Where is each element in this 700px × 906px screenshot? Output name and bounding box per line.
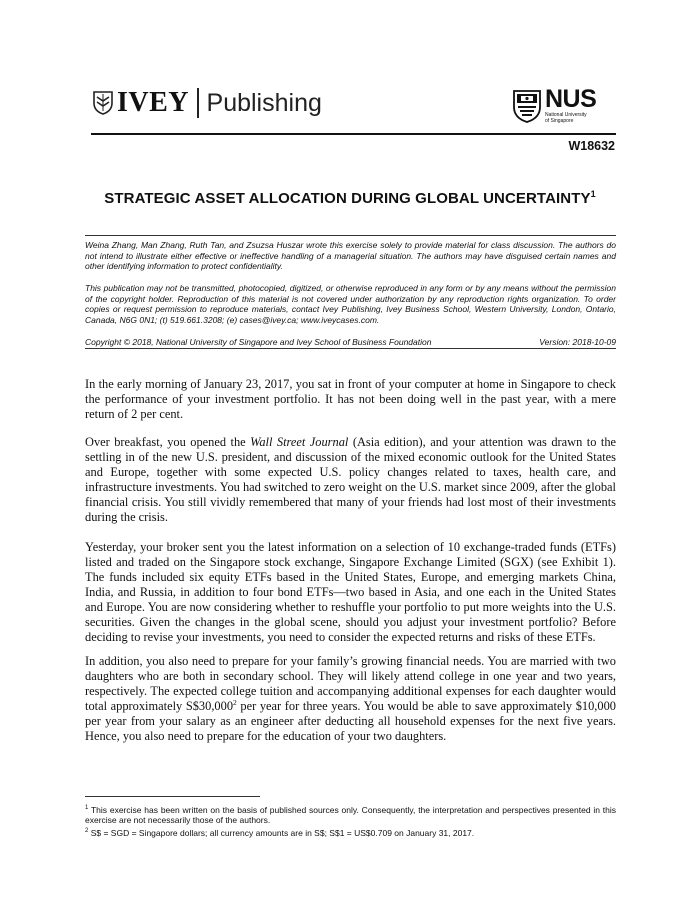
- body-paragraph-2: [85, 435, 616, 525]
- footnote-2: [85, 826, 616, 838]
- ivey-wordmark: IVEY: [117, 87, 190, 118]
- body-paragraph-4: [85, 654, 616, 744]
- nus-subtitle-line1: National University: [545, 111, 587, 118]
- version-text: Version: 2018-10-09: [539, 337, 616, 347]
- publication-name: Wall Street Journal: [250, 435, 349, 449]
- footnote-text: This exercise has been written on the basis of published sources only. Consequently, the interpretation and perspectives presented in this exercise are not necessarily those of the authors.: [85, 804, 616, 826]
- copyright-line: [85, 337, 616, 347]
- paragraph-text: Over breakfast, you opened the: [85, 435, 251, 449]
- logo-divider: [197, 88, 199, 118]
- title-footnote-mark: 1: [590, 189, 596, 199]
- case-number: W18632: [568, 139, 615, 153]
- paragraph-text: In addition, you also need to prepare for your family’s growing financial needs. You are married with two daughters who are both in secondary school. They will likely attend college in one year and two years, respectively. The expected college tuition and accompanying additional expenses for each daughter would total approximately S$30,000: [85, 654, 616, 713]
- authors-disclaimer: Weina Zhang, Man Zhang, Ruth Tan, and Zsuzsa Huszar wrote this exercise solely to provide material for class discussion. The authors do not intend to illustrate either effective or ineffective handling of a managerial situation. The authors may have disguised certain names and other identifying information to protect confidentiality.: [85, 240, 616, 272]
- footnotes: [85, 803, 616, 838]
- body-paragraph-3: [85, 540, 616, 645]
- footnote-text: S$ = SGD = Singapore dollars; all currency amounts are in S$; S$1 = US$0.709 on January 31, 2017.: [88, 827, 475, 838]
- copyright-text: Copyright © 2018, National University of Singapore and Ivey School of Business Foundation: [85, 337, 432, 347]
- paragraph-text: In the early morning of January 23, 2017, you sat in front of your computer at home in Singapore to check the performance of your investment portfolio. It has not been doing well in the past year, with a mere return of 2 per cent.: [85, 377, 616, 421]
- paragraph-text: (Asia edition), and your attention was drawn to the settling in of the new U.S. president, and discussion of the mixed economic outlook for the United States and Europe, together with some expected U.S. policy changes related to taxes, health care, and infrastructure investments. You had switched to zero weight on the U.S. market since 2009, after the global financial crisis. You still vividly remembered that many of your friends had lost most of their investments during the crisis.: [85, 435, 617, 524]
- nus-subtitle-line2: of Singapore: [545, 117, 574, 124]
- publishing-wordmark: Publishing: [206, 88, 322, 117]
- ivey-publishing-logo: [93, 88, 322, 118]
- nus-wordmark: NUS: [545, 85, 597, 113]
- paragraph-text: per year for three years. You would be able to save approximately $10,000 per year from your salary as an engineer after deducting all household expenses for the next five years. Hence, you also need to prepare for the education of your two daughters.: [85, 699, 616, 743]
- header-rule: [91, 133, 616, 135]
- footnote-mark: 1: [85, 805, 89, 811]
- footnote-reference: 2: [233, 697, 237, 707]
- case-title-text: STRATEGIC ASSET ALLOCATION DURING GLOBAL UNCERTAINTY: [104, 190, 591, 207]
- footnote-mark: 2: [85, 827, 89, 834]
- ivey-shield-icon: [93, 91, 113, 115]
- case-title: [0, 189, 700, 207]
- disclaimer-top-rule: [85, 235, 616, 236]
- paragraph-text: Yesterday, your broker sent you the latest information on a selection of 10 exchange-traded funds (ETFs) listed and traded on the Singapore stock exchange, Singapore Exchange Limited (SGX) (see Exhibit 1). The funds included six equity ETFs based in the United States, Europe, and emerging markets China, India, and Russia, in addition to four bond ETFs—two based in Asia, and one each in the United States and Europe. You are now considering whether to reshuffle your portfolio to put more weights into the U.S. securities. Given the changes in the global scene, should you adjust your investment portfolio? Before deciding to revise your investments, you need to consider the expected returns and risks of these ETFs.: [85, 540, 616, 644]
- nus-crest-icon: [512, 89, 542, 123]
- disclaimer-bottom-rule: [85, 348, 616, 349]
- permission-notice: This publication may not be transmitted, photocopied, digitized, or otherwise reproduced in any form or by any means without the permission of the copyright holder. Reproduction of this material is not covered under authorization by any reproduction rights organization. To order copies or request permission to reproduce materials, contact Ivey Publishing, Ivey Business School, Western University, London, Ontario, Canada, N6G 0N1; (t) 519.661.3208; (e) cases@ivey.ca; www.iveycases.com.: [85, 283, 616, 325]
- body-paragraph-1: [85, 377, 616, 422]
- footnote-1: [85, 803, 616, 826]
- footnote-rule: [85, 796, 260, 797]
- nus-logo: [512, 85, 597, 124]
